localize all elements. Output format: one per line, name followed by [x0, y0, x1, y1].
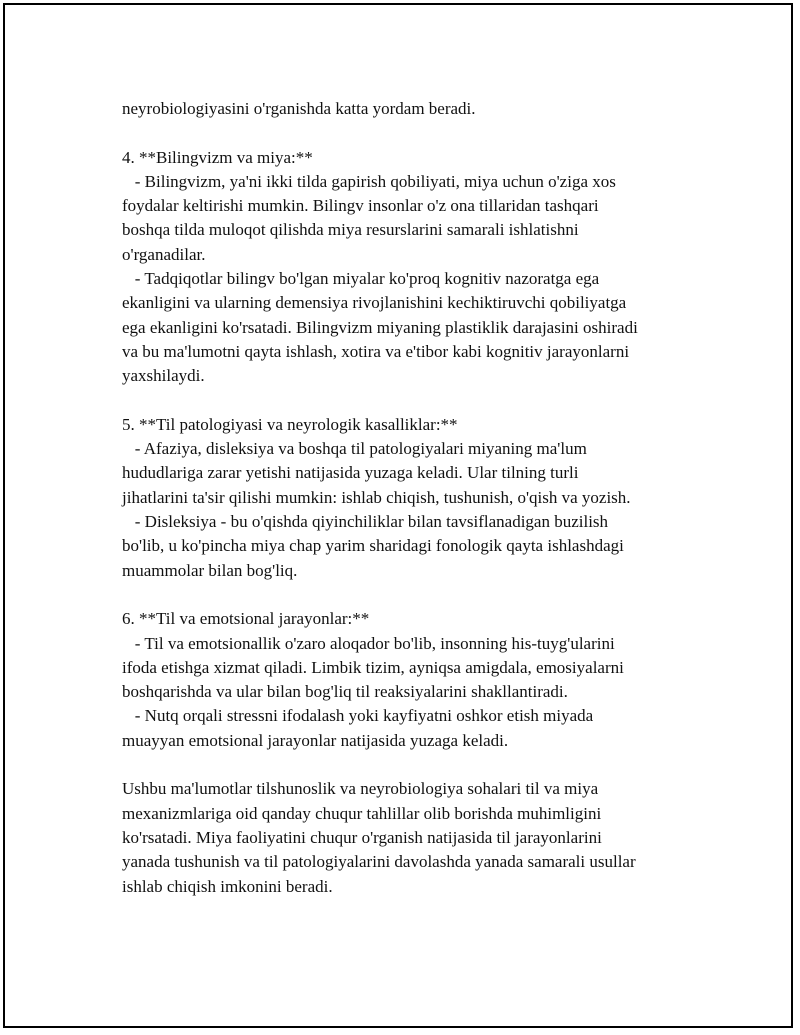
text-line: ifoda etishga xizmat qiladi. Limbik tizim, ayniqsa amigdala, emosiyalarni	[122, 657, 624, 677]
text-line: ishlab chiqish imkonini beradi.	[122, 876, 333, 896]
text-line: va bu ma'lumotni qayta ishlash, xotira va e'tibor kabi kognitiv jarayonlarni	[122, 341, 630, 361]
text-line: - Til va emotsionallik o'zaro aloqador bo'lib, insonning his-tuyg'ularini	[122, 633, 615, 653]
text-line: o'rganadilar.	[122, 244, 206, 264]
section-heading: 5. **Til patologiyasi va neyrologik kasalliklar:**	[122, 414, 458, 434]
text-line: bo'lib, u ko'pincha miya chap yarim sharidagi fonologik qayta ishlashdagi	[122, 536, 624, 556]
text-line: jihatlarini ta'sir qilishi mumkin: ishlab chiqish, tushunish, o'qish va yozish.	[122, 487, 631, 507]
text-line: - Tadqiqotlar bilingv bo'lgan miyalar ko'proq kognitiv nazoratga ega	[122, 269, 600, 289]
page-frame	[3, 3, 793, 1028]
text-line: ega ekanligini ko'rsatadi. Bilingvizm miyaning plastiklik darajasini oshiradi	[122, 317, 638, 337]
blank-line	[122, 121, 692, 145]
document-body	[122, 97, 692, 899]
blank-line	[122, 753, 692, 777]
text-line: - Nutq orqali stressni ifodalash yoki kayfiyatni oshkor etish miyada	[122, 706, 594, 726]
text-line: Ushbu ma'lumotlar tilshunoslik va neyrobiologiya sohalari til va miya	[122, 779, 599, 799]
text-line: - Disleksiya - bu o'qishda qiyinchiliklar bilan tavsiflanadigan buzilish	[122, 512, 609, 532]
text-line: yanada tushunish va til patologiyalarini davolashda yanada samarali usullar	[122, 852, 636, 872]
text-line: ekanligini va ularning demensiya rivojlanishini kechiktiruvchi qobiliyatga	[122, 293, 627, 313]
blank-line	[122, 389, 692, 413]
text-line: muammolar bilan bog'liq.	[122, 560, 298, 580]
text-line: foydalar keltirishi mumkin. Bilingv insonlar o'z ona tillaridan tashqari	[122, 196, 599, 216]
text-line: - Bilingvizm, ya'ni ikki tilda gapirish qobiliyati, miya uchun o'ziga xos	[122, 171, 616, 191]
text-line: hududlariga zarar yetishi natijasida yuzaga keladi. Ular tilning turli	[122, 463, 579, 483]
text-line: boshqa tilda muloqot qilishda miya resurslarini samarali ishlatishni	[122, 220, 579, 240]
section-heading: 6. **Til va emotsional jarayonlar:**	[122, 609, 370, 629]
text-line: neyrobiologiyasini o'rganishda katta yordam beradi.	[122, 99, 476, 118]
text-line: boshqarishda va ular bilan bog'liq til reaksiyalarini shakllantiradi.	[122, 682, 568, 702]
text-line: - Afaziya, disleksiya va boshqa til patologiyalari miyaning ma'lum	[122, 439, 587, 459]
text-line: mexanizmlariga oid qanday chuqur tahlillar olib borishda muhimligini	[122, 803, 602, 823]
text-line: ko'rsatadi. Miya faoliyatini chuqur o'rganish natijasida til jarayonlarini	[122, 827, 602, 847]
text-line: yaxshilaydi.	[122, 366, 205, 386]
blank-line	[122, 583, 692, 607]
text-line: muayyan emotsional jarayonlar natijasida yuzaga keladi.	[122, 730, 509, 750]
section-heading: 4. **Bilingvizm va miya:**	[122, 147, 313, 167]
